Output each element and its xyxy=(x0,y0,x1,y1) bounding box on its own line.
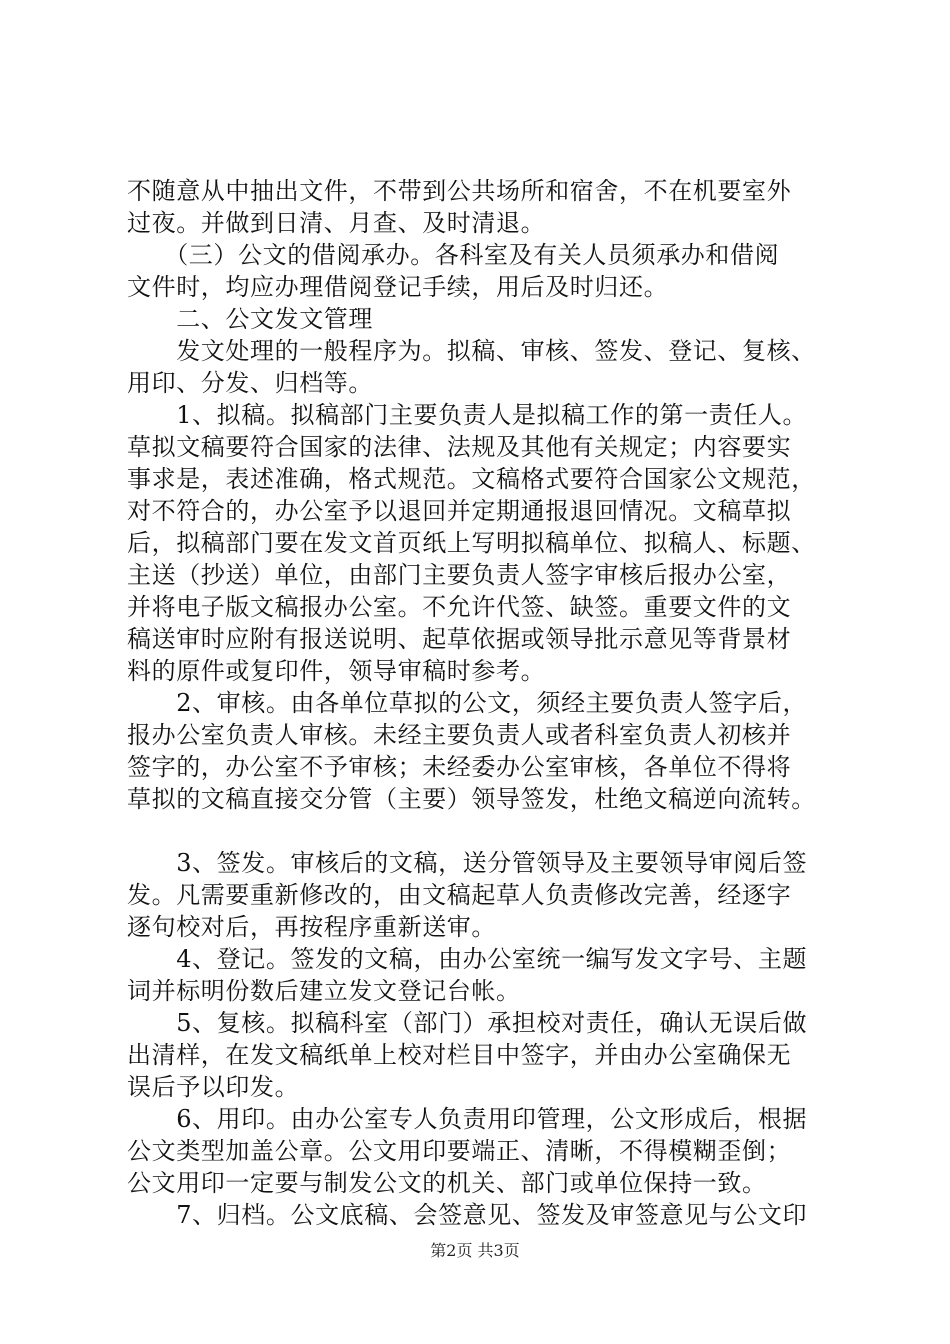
text-line: （三）公文的借阅承办。各科室及有关人员须承办和借阅 xyxy=(127,241,780,269)
text-line: 不随意从中抽出文件，不带到公共场所和宿舍，不在机要室外 xyxy=(127,177,792,205)
text-line: 1、拟稿。拟稿部门主要负责人是拟稿工作的第一责任人。 xyxy=(127,401,808,429)
text-line: 并将电子版文稿报办公室。不允许代签、缺签。重要文件的文 xyxy=(127,593,792,621)
text-line: 7、归档。公文底稿、会签意见、签发及审签意见与公文印 xyxy=(127,1201,808,1229)
text-line: 报办公室负责人审核。未经主要负责人或者科室负责人初核并 xyxy=(127,721,792,749)
text-line: 2、审核。由各单位草拟的公文，须经主要负责人签字后， xyxy=(127,689,808,717)
text-line: 主送（抄送）单位，由部门主要负责人签字审核后报办公室， xyxy=(127,561,792,589)
text-line: 出清样，在发文稿纸单上校对栏目中签字，并由办公室确保无 xyxy=(127,1041,792,1069)
text-line: 发文处理的一般程序为。拟稿、审核、签发、登记、复核、 xyxy=(127,337,816,365)
text-line: 4、登记。签发的文稿，由办公室统一编写发文字号、主题 xyxy=(127,945,808,973)
text-line: 3、签发。审核后的文稿，送分管领导及主要领导审阅后签 xyxy=(127,849,808,877)
text-line: 公文类型加盖公章。公文用印要端正、清晰，不得模糊歪倒； xyxy=(127,1137,792,1165)
text-line: 逐句校对后，再按程序重新送审。 xyxy=(127,913,496,941)
text-line: 6、用印。由办公室专人负责用印管理，公文形成后，根据 xyxy=(127,1105,808,1133)
text-line: 发。凡需要重新修改的，由文稿起草人负责修改完善，经逐字 xyxy=(127,881,792,909)
text-line: 签字的，办公室不予审核；未经委办公室审核，各单位不得将 xyxy=(127,753,792,781)
text-line: 词并标明份数后建立发文登记台帐。 xyxy=(127,977,521,1005)
text-line: 事求是，表述准确，格式规范。文稿格式要符合国家公文规范， xyxy=(127,465,816,493)
text-line: 草拟的文稿直接交分管（主要）领导签发，杜绝文稿逆向流转。 xyxy=(127,785,816,813)
text-line: 用印、分发、归档等。 xyxy=(127,369,373,397)
page-number-footer: 第2页 共3页 xyxy=(430,1241,520,1260)
text-line: 误后予以印发。 xyxy=(127,1073,300,1101)
text-line: 草拟文稿要符合国家的法律、法规及其他有关规定；内容要实 xyxy=(127,433,792,461)
section-heading: 二、公文发文管理 xyxy=(127,305,373,333)
text-line: 后，拟稿部门要在发文首页纸上写明拟稿单位、拟稿人、标题、 xyxy=(127,529,816,557)
text-line: 对不符合的，办公室予以退回并定期通报退回情况。文稿草拟 xyxy=(127,497,792,525)
text-line: 文件时，均应办理借阅登记手续，用后及时归还。 xyxy=(127,273,669,301)
text-line: 公文用印一定要与制发公文的机关、部门或单位保持一致。 xyxy=(127,1169,767,1197)
text-line: 料的原件或复印件，领导审稿时参考。 xyxy=(127,657,546,685)
text-line: 稿送审时应附有报送说明、起草依据或领导批示意见等背景材 xyxy=(127,625,792,653)
text-line: 5、复核。拟稿科室（部门）承担校对责任，确认无误后做 xyxy=(127,1009,808,1037)
text-line: 过夜。并做到日清、月查、及时清退。 xyxy=(127,209,546,237)
